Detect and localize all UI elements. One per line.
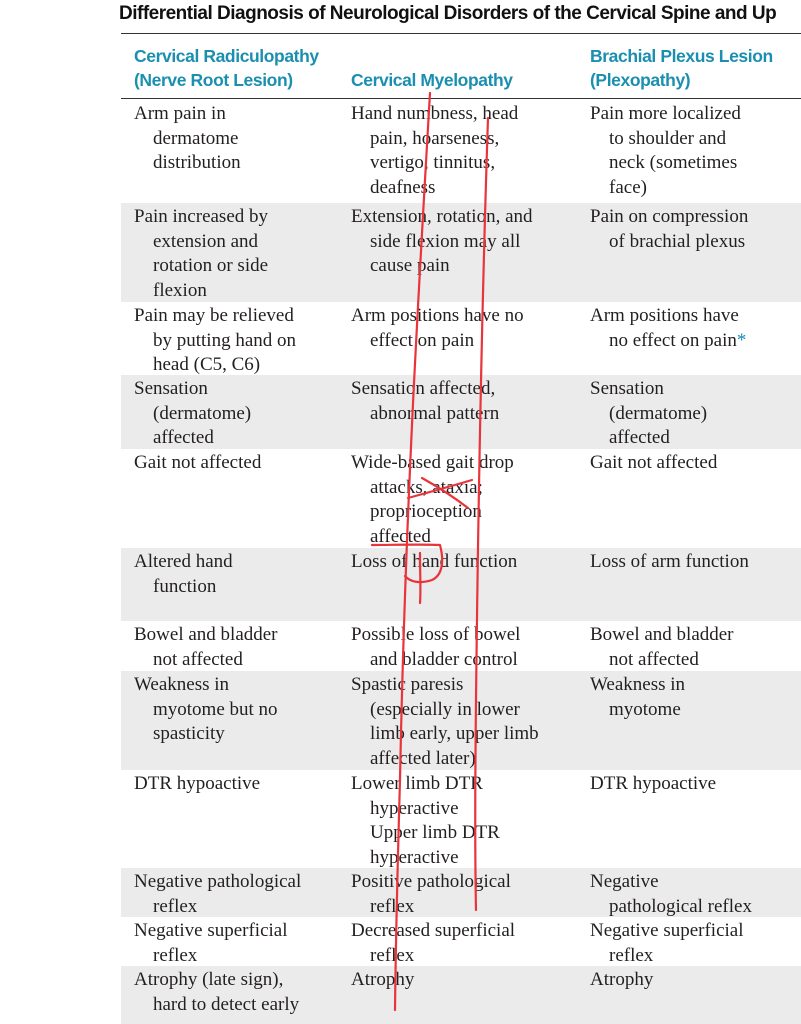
cell-line: Lower limb DTR <box>351 773 483 794</box>
cell-line: attacks, ataxia; <box>370 476 483 498</box>
cell-myelopathy <box>351 673 539 771</box>
cell-line: Arm positions have <box>590 305 739 326</box>
cell-line: of brachial plexus <box>609 230 746 252</box>
cell-line: Gait not affected <box>134 452 262 473</box>
cell-line: DTR hypoactive <box>590 773 717 794</box>
top-rule <box>121 33 801 34</box>
cell-myelopathy <box>351 451 514 549</box>
cell-line: abnormal pattern <box>370 402 500 424</box>
cell-line: Negative <box>590 871 659 892</box>
cell-line: Sensation affected, <box>351 378 496 399</box>
header-myelopathy: Cervical Myelopathy <box>351 70 513 90</box>
cell-line: distribution <box>153 152 241 174</box>
table-row-atrophy <box>121 966 801 1024</box>
cell-myelopathy <box>351 205 533 279</box>
cell-line: Extension, rotation, and <box>351 206 533 227</box>
cell-radiculopathy <box>134 451 261 476</box>
cell-line: Sensation <box>134 378 208 399</box>
cell-line: rotation or side <box>153 255 269 277</box>
cell-plexopathy <box>590 377 707 451</box>
table-row-weakness <box>121 671 801 770</box>
cell-plexopathy <box>590 772 716 797</box>
cell-radiculopathy <box>134 673 278 747</box>
cell-line: and bladder control <box>370 648 518 670</box>
cell-radiculopathy <box>134 377 251 451</box>
cell-line: deafness <box>370 176 436 198</box>
cell-line: dermatome <box>153 127 239 149</box>
cell-line: Loss of hand function <box>351 551 518 572</box>
cell-myelopathy <box>351 772 500 870</box>
cell-line: Bowel and bladder <box>134 624 278 645</box>
cell-line: affected <box>609 427 670 449</box>
cell-radiculopathy <box>134 102 241 176</box>
cell-myelopathy <box>351 550 517 575</box>
cell-line: flexion <box>153 279 207 301</box>
table-row-pain-aggravation <box>121 203 801 302</box>
cell-line: Spastic paresis <box>351 674 464 695</box>
cell-line: pain, hoarseness, <box>370 127 500 149</box>
cell-plexopathy <box>590 304 746 353</box>
cell-line: by putting hand on <box>153 329 297 351</box>
cell-line: neck (sometimes <box>609 152 738 174</box>
table-row-gait <box>121 449 801 548</box>
cell-line: Weakness in <box>590 674 686 695</box>
cell-line: reflex <box>609 944 654 966</box>
cell-line: not affected <box>609 648 699 670</box>
cell-radiculopathy <box>134 304 296 378</box>
cell-line: myotome <box>609 698 681 720</box>
cell-line: (dermatome) <box>609 402 708 424</box>
cell-radiculopathy <box>134 968 299 1017</box>
cell-line: limb early, upper limb <box>370 723 539 745</box>
cell-myelopathy <box>351 870 511 919</box>
cell-line: affected later) <box>370 747 476 769</box>
cell-line: function <box>153 575 217 597</box>
table-row-pain-distribution <box>121 100 801 203</box>
cell-plexopathy <box>590 673 685 722</box>
cell-line: Bowel and bladder <box>590 624 734 645</box>
cell-line: DTR hypoactive <box>134 773 261 794</box>
cell-radiculopathy <box>134 205 268 303</box>
table-row-bowel-bladder <box>121 621 801 671</box>
cell-line: proprioception <box>370 501 482 523</box>
cell-line: Negative superficial <box>134 920 288 941</box>
cell-plexopathy <box>590 451 717 476</box>
cell-line: hard to detect early <box>153 993 300 1015</box>
cell-plexopathy <box>590 919 744 968</box>
cell-line: Pain more localized <box>590 103 741 124</box>
table-row-pathological-reflex <box>121 868 801 917</box>
table-row-sensation <box>121 375 801 449</box>
cell-myelopathy <box>351 623 520 672</box>
header-rule <box>121 98 801 99</box>
cell-line: cause pain <box>370 255 450 277</box>
cell-plexopathy <box>590 550 749 575</box>
cell-line: Altered hand <box>134 551 233 572</box>
cell-line: Hand numbness, head <box>351 103 519 124</box>
cell-line: Negative superficial <box>590 920 744 941</box>
header-plexopathy: Brachial Plexus Lesion (Plexopathy) <box>590 46 773 90</box>
cell-line: Pain increased by <box>134 206 269 227</box>
cell-line: spasticity <box>153 723 225 745</box>
cell-plexopathy <box>590 623 734 672</box>
cell-myelopathy <box>351 377 499 426</box>
cell-line: reflex <box>153 944 198 966</box>
table-row-superficial-reflex <box>121 917 801 966</box>
cell-line: pathological reflex <box>609 895 752 917</box>
cell-line: reflex <box>153 895 198 917</box>
cell-myelopathy <box>351 102 518 200</box>
cell-myelopathy <box>351 968 414 993</box>
cell-line: vertigo, tinnitus, <box>370 152 496 174</box>
cell-radiculopathy <box>134 772 260 797</box>
cell-line: Positive pathological <box>351 871 511 892</box>
cell-myelopathy <box>351 304 524 353</box>
cell-line: Possible loss of bowel <box>351 624 521 645</box>
cell-line: hyperactive <box>370 846 459 868</box>
header-radiculopathy: Cervical Radiculopathy (Nerve Root Lesion) <box>134 46 319 90</box>
cell-radiculopathy <box>134 550 233 599</box>
table-row-dtr <box>121 770 801 868</box>
cell-line: Negative pathological <box>134 871 302 892</box>
cell-plexopathy <box>590 968 653 993</box>
cell-radiculopathy <box>134 870 301 919</box>
cell-myelopathy <box>351 919 515 968</box>
cell-line: reflex <box>370 895 415 917</box>
cell-line: Atrophy (late sign), <box>134 969 284 990</box>
cell-line: hyperactive <box>370 797 459 819</box>
cell-line: Pain may be relieved <box>134 305 294 326</box>
cell-line: Loss of arm function <box>590 551 749 572</box>
cell-plexopathy <box>590 870 752 919</box>
cell-line: Atrophy <box>351 969 415 990</box>
cell-line: (dermatome) <box>153 402 252 424</box>
cell-radiculopathy <box>134 623 278 672</box>
cell-line: Arm positions have no <box>351 305 524 326</box>
cell-line: affected <box>153 427 214 449</box>
cell-line: Sensation <box>590 378 664 399</box>
cell-line: Wide-based gait drop <box>351 452 514 473</box>
cell-line: head (C5, C6) <box>153 354 261 376</box>
cell-line: Upper limb DTR <box>370 822 500 844</box>
cell-line: extension and <box>153 230 259 252</box>
table-row-hand-function <box>121 548 801 621</box>
table-title: Differential Diagnosis of Neurological Disorders of the Cervical Spine and Up <box>119 3 777 24</box>
cell-line: Decreased superficial <box>351 920 516 941</box>
cell-line: effect on pain <box>370 329 475 351</box>
cell-line: Pain on compression <box>590 206 749 227</box>
cell-line: (especially in lower <box>370 698 520 720</box>
cell-line: face) <box>609 176 647 198</box>
cell-line: no effect on pain* <box>609 329 747 351</box>
cell-plexopathy <box>590 102 741 200</box>
cell-line: not affected <box>153 648 243 670</box>
table-row-pain-relief <box>121 302 801 375</box>
cell-plexopathy <box>590 205 748 254</box>
cell-line: myotome but no <box>153 698 278 720</box>
cell-line: Arm pain in <box>134 103 226 124</box>
cell-line: Atrophy <box>590 969 654 990</box>
cell-line: Weakness in <box>134 674 230 695</box>
cell-line: reflex <box>370 944 415 966</box>
cell-radiculopathy <box>134 919 288 968</box>
cell-line: side flexion may all <box>370 230 521 252</box>
footnote-marker: * <box>736 329 747 351</box>
cell-line: affected <box>370 525 431 547</box>
cell-line: to shoulder and <box>609 127 727 149</box>
cell-line: Gait not affected <box>590 452 718 473</box>
